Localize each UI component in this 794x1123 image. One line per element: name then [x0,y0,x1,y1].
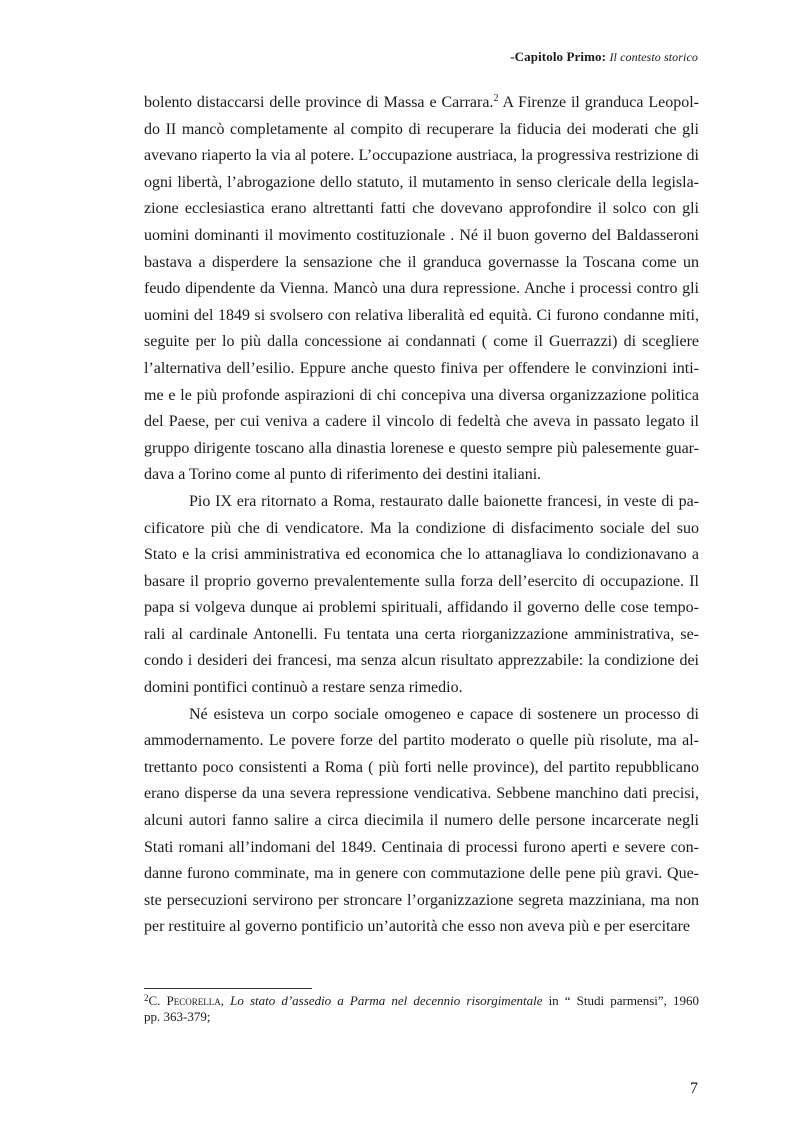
running-header [510,49,698,65]
paragraph-line: papa si volgeva dunque ai problemi spirituali, affidando il governo delle cose tempo- [144,599,699,617]
paragraph-line: trettanto poco consistenti a Roma ( più forti nelle province), del partito repubblicano [144,758,699,776]
paragraph-line: del Paese, per cui veniva a cadere il vincolo di fedeltà che aveva in passato legato il [144,413,699,431]
footnote-number: 2 [144,993,149,1003]
paragraph-line: seguite per lo più dalla concessione ai condannati ( come il Guerrazzi) di scegliere [144,333,699,351]
paragraph-line: gruppo dirigente toscano alla dinastia lorenese e questo sempre più palesemente guar- [144,439,699,457]
paragraph-line: ogni libertà, l’abrogazione dello statuto, il mutamento in senso clericale della legisla- [144,173,699,191]
footnote-title: Lo stato d’assedio a Parma nel decennio risorgimentale [230,993,543,1008]
footnote-author-initial: C. [148,993,167,1008]
paragraph-line: do II mancò completamente al compito di recuperare la fiducia dei moderati che gli [144,120,699,138]
footnote-separator-text: , [220,993,231,1008]
paragraph-line: ste persecuzioni servirono per stroncare l’organizzazione segreta mazziniana, ma non [144,891,699,909]
footnote-source: in “ Studi parmensi”, 1960 [542,993,700,1008]
paragraph-line: ammodernamento. Le povere forze del partito moderato o quelle più risolute, ma al- [144,732,699,750]
paragraph-line: uomini del 1849 si svolsero con relativa liberalità ed equità. Ci furono condanne miti, [144,306,699,324]
paragraph-line: feudo dipendente da Vienna. Mancò una dura repressione. Anche i processi contro gli [144,280,699,298]
paragraph-line: cificatore più che di vendicatore. Ma la condizione di disfacimento sociale del suo [144,519,699,537]
paragraph-line: bastava a disperdere la sensazione che il granduca governasse la Toscana come un [144,253,699,271]
footnote-separator [144,988,312,989]
paragraph-line: domini pontifici continuò a restare senza rimedio. [144,679,463,697]
paragraph-line: Né esisteva un corpo sociale omogeneo e capace di sostenere un processo di [189,705,699,723]
body-text [144,90,699,941]
paragraph-line: basare il proprio governo prevalentemente sulla forza dell’esercito di occupazione. Il [144,572,699,590]
paragraph-line [144,90,699,117]
paragraph-line: dava a Torino come al punto di riferimento dei destini italiani. [144,466,542,484]
paragraph-line: alcuni autori fanno salire a circa diecimila il numero delle persone incarcerate negli [144,812,699,830]
footnote-line-2: pp. 363-379; [144,1009,211,1024]
paragraph-line: rali al cardinale Antonelli. Fu tentata una certa riorganizzazione amministrativa, se- [144,625,699,643]
paragraph-line-text: A Firenze il granduca Leopol- [498,94,700,111]
footnote-reference: 2 [493,93,499,104]
paragraph-line: avevano riaperto la via al potere. L’occupazione austriaca, la progressiva restrizione di [144,147,699,165]
paragraph-line-text: bolento distaccarsi delle province di Massa e Carrara. [144,94,494,111]
chapter-label: -Capitolo Primo: [510,49,607,64]
paragraph-line: Pio IX era ritornato a Roma, restaurato dalle baionette francesi, in veste di pa- [189,492,699,510]
paragraph-line: l’alternativa dell’esilio. Eppure anche questo finiva per offendere le convinzioni inti- [144,359,699,377]
paragraph-line: Stati romani all’indomani del 1849. Centinaia di processi furono aperti e severe con- [144,838,699,856]
footnote-author-surname: Pecorella [166,993,221,1008]
paragraph-line: me e le più profonde aspirazioni di chi concepiva una diversa organizzazione politica [144,386,699,404]
paragraph-line: danne furono comminate, ma in genere con commutazione delle pene più gravi. Que- [144,865,699,883]
chapter-subtitle: Il contesto storico [609,50,698,64]
paragraph-line: zione ecclesiastica erano altrettanti fatti che dovevano approfondire il solco con gli [144,200,699,218]
footnote-line-1 [144,993,699,1009]
footnote [144,993,699,1025]
paragraph-line: condo i desideri dei francesi, ma senza alcun risultato apprezzabile: la condizione dei [144,652,699,670]
page-number: 7 [690,1080,698,1097]
paragraph-line: uomini dominanti il movimento costituzionale . Né il buon governo del Baldasseroni [144,226,699,244]
paragraph-line: Stato e la crisi amministrativa ed economica che lo attanagliava lo condizionavano a [144,546,699,564]
paragraph-line: per restituire al governo pontificio un’autorità che esso non aveva più e per esercitare [144,918,690,936]
paragraph-line: erano disperse da una severa repressione vendicativa. Sebbene manchino dati precisi, [144,785,699,803]
